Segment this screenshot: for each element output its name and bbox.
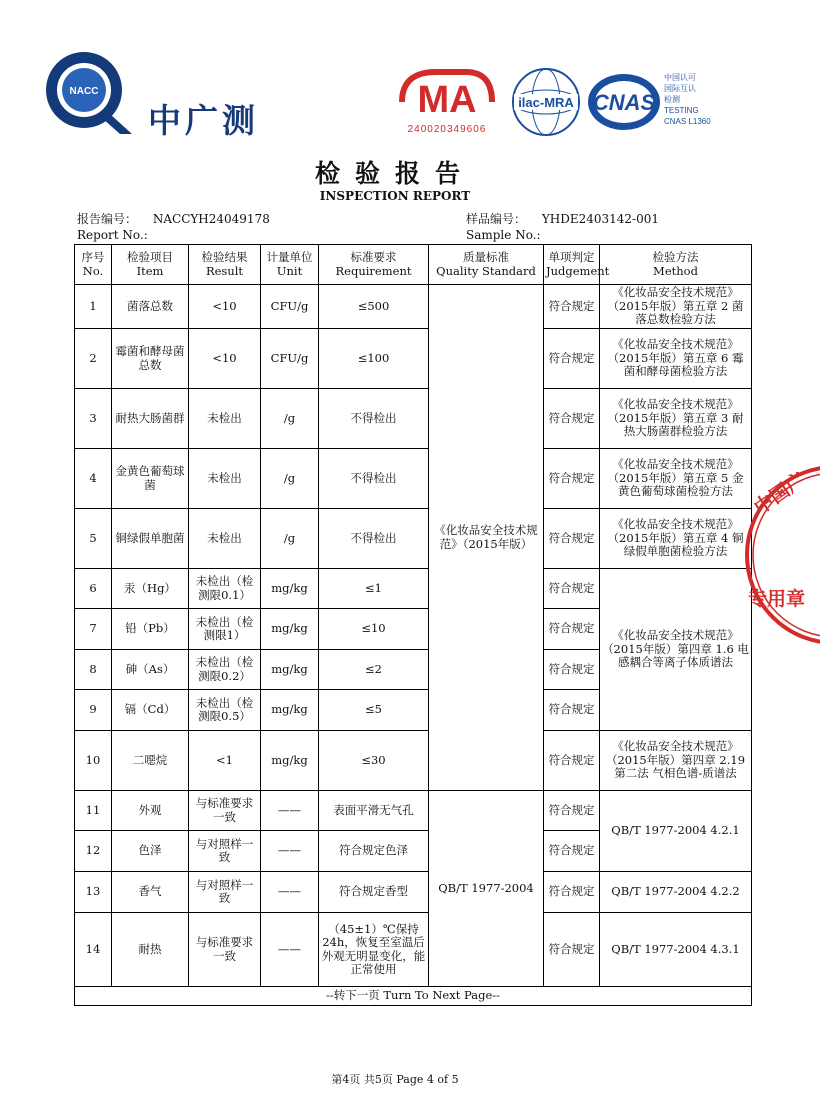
table-cell: 耐热 [112, 913, 189, 987]
quality-standard-cell: 《化妆品安全技术规范》（2015年版） [429, 285, 544, 791]
table-cell: 符合规定 [544, 285, 600, 329]
sample-no-label-cn: 样品编号： [466, 212, 527, 226]
table-cell: 外观 [112, 791, 189, 831]
table-cell: 《化妆品安全技术规范》（2015年版）第五章 4 铜绿假单胞菌检验方法 [600, 509, 752, 569]
table-cell: 符合规定香型 [319, 872, 429, 913]
table-cell: 汞（Hg） [112, 569, 189, 609]
report-no-label-en: Report No.: [77, 228, 148, 242]
quality-standard-qbt-cell: QB/T 1977-2004 [429, 791, 544, 987]
header-unit: 计量单位 Unit [261, 245, 319, 285]
table-cell: 符合规定 [544, 650, 600, 690]
table-cell: 符合规定 [544, 831, 600, 872]
table-cell: 不得检出 [319, 389, 429, 449]
table-cell: mg/kg [261, 569, 319, 609]
table-row [75, 329, 752, 389]
header-item: 检验项目 Item [112, 245, 189, 285]
table-cell: mg/kg [261, 731, 319, 791]
inspection-table [74, 244, 752, 1006]
header-quality-standard: 质量标准 Quality Standard [429, 245, 544, 285]
report-no-label-cn: 报告编号： [77, 212, 138, 226]
table-cell: 符合规定色泽 [319, 831, 429, 872]
table-cell: 符合规定 [544, 791, 600, 831]
table-cell: 二噁烷 [112, 731, 189, 791]
table-cell: 香气 [112, 872, 189, 913]
table-cell: 未检出 [189, 509, 261, 569]
table-cell: 13 [75, 872, 112, 913]
table-cell: CFU/g [261, 329, 319, 389]
table-cell: ≤500 [319, 285, 429, 329]
header-judgement: 单项判定 Judgement [544, 245, 600, 285]
table-row [75, 569, 752, 609]
svg-text:检测: 检测 [664, 95, 680, 104]
method-icp-ms-cell: 《化妆品安全技术规范》（2015年版）第四章 1.6 电感耦合等离子体质谱法 [600, 569, 752, 731]
table-cell: 金黄色葡萄球菌 [112, 449, 189, 509]
table-cell: 符合规定 [544, 872, 600, 913]
table-cell: 与对照样一致 [189, 872, 261, 913]
table-cell: 铅（Pb） [112, 609, 189, 650]
method-qbt-421-cell: QB/T 1977-2004 4.2.1 [600, 791, 752, 872]
table-row [75, 509, 752, 569]
cma-logo [402, 72, 492, 135]
table-cell: /g [261, 449, 319, 509]
table-row [75, 285, 752, 329]
report-title-en: INSPECTION REPORT [319, 189, 471, 203]
ilac-text: ilac-MRA [518, 95, 574, 110]
sample-no-value: YHDE2403142-001 [541, 212, 660, 226]
page-number: 第4页 共5页 Page 4 of 5 [331, 1073, 459, 1086]
table-row [75, 449, 752, 509]
table-row [75, 389, 752, 449]
table-header-row [75, 245, 752, 285]
table-cell: 14 [75, 913, 112, 987]
table-cell: 镉（Cd） [112, 690, 189, 731]
table-cell: 4 [75, 449, 112, 509]
table-cell: 12 [75, 831, 112, 872]
table-cell: 《化妆品安全技术规范》（2015年版）第四章 2.19 第二法 气相色谱-质谱法 [600, 731, 752, 791]
header-method: 检验方法 Method [600, 245, 752, 285]
table-cell: 与标准要求一致 [189, 913, 261, 987]
sample-no-label-en: Sample No.: [466, 228, 541, 242]
official-stamp [740, 455, 820, 655]
table-cell: /g [261, 389, 319, 449]
table-cell: 1 [75, 285, 112, 329]
table-footer-row [75, 987, 752, 1006]
table-cell: mg/kg [261, 690, 319, 731]
table-cell: 9 [75, 690, 112, 731]
table-cell: 霉菌和酵母菌总数 [112, 329, 189, 389]
table-cell: 6 [75, 569, 112, 609]
table-cell: 表面平滑无气孔 [319, 791, 429, 831]
table-cell: mg/kg [261, 609, 319, 650]
report-no [77, 210, 270, 227]
table-cell: 符合规定 [544, 449, 600, 509]
table-cell: —— [261, 872, 319, 913]
header-result: 检验结果 Result [189, 245, 261, 285]
table-cell: 未检出 [189, 389, 261, 449]
nacc-logo [40, 48, 272, 140]
table-cell: 符合规定 [544, 609, 600, 650]
table-cell: 色泽 [112, 831, 189, 872]
turn-to-next-page: --转下一页 Turn To Next Page-- [75, 987, 752, 1006]
table-cell: 符合规定 [544, 509, 600, 569]
certification-logos [396, 66, 726, 142]
cnas-text: CNAS [592, 90, 656, 115]
table-cell: 未检出（检测限1） [189, 609, 261, 650]
table-cell: /g [261, 509, 319, 569]
table-cell: <1 [189, 731, 261, 791]
table-cell: 11 [75, 791, 112, 831]
header-requirement: 标准要求 Requirement [319, 245, 429, 285]
table-row [75, 872, 752, 913]
svg-text:专用章: 专用章 [748, 588, 806, 610]
table-cell: —— [261, 913, 319, 987]
table-cell: 符合规定 [544, 569, 600, 609]
table-cell: ≤1 [319, 569, 429, 609]
table-cell: 5 [75, 509, 112, 569]
table-cell: mg/kg [261, 650, 319, 690]
table-cell: CFU/g [261, 285, 319, 329]
table-cell: 铜绿假单胞菌 [112, 509, 189, 569]
table-cell: 8 [75, 650, 112, 690]
table-cell: 符合规定 [544, 913, 600, 987]
table-cell: 7 [75, 609, 112, 650]
table-cell: 符合规定 [544, 731, 600, 791]
table-cell: 与对照样一致 [189, 831, 261, 872]
table-cell: 与标准要求一致 [189, 791, 261, 831]
table-cell: 符合规定 [544, 690, 600, 731]
ma-number: 240020349606 [407, 124, 487, 135]
table-cell: 菌落总数 [112, 285, 189, 329]
table-row [75, 791, 752, 831]
brand-name: 中广测 [148, 101, 259, 140]
table-cell: <10 [189, 329, 261, 389]
table-cell: 砷（As） [112, 650, 189, 690]
svg-text:国际互认: 国际互认 [664, 84, 696, 93]
svg-text:中国认可: 中国认可 [664, 73, 696, 82]
report-no-value: NACCYH24049178 [152, 212, 270, 226]
table-cell: 《化妆品安全技术规范》（2015年版）第五章 6 霉菌和酵母菌检验方法 [600, 329, 752, 389]
table-cell: 《化妆品安全技术规范》（2015年版）第五章 5 金黄色葡萄球菌检验方法 [600, 449, 752, 509]
sample-no [466, 210, 659, 227]
table-cell: <10 [189, 285, 261, 329]
table-cell: 未检出 [189, 449, 261, 509]
table-cell: （45±1）℃保持24h，恢复至室温后外观无明显变化，能正常使用 [319, 913, 429, 987]
nacc-text: NACC [69, 86, 99, 97]
table-cell: 符合规定 [544, 329, 600, 389]
table-cell: 耐热大肠菌群 [112, 389, 189, 449]
table-cell: —— [261, 831, 319, 872]
table-cell: 《化妆品安全技术规范》（2015年版）第五章 2 菌落总数检验方法 [600, 285, 752, 329]
svg-text:中国广: 中国广 [750, 468, 810, 520]
table-cell: 符合规定 [544, 389, 600, 449]
table-cell: 3 [75, 389, 112, 449]
table-cell: 未检出（检测限0.1） [189, 569, 261, 609]
table-cell: 不得检出 [319, 509, 429, 569]
ilac-mra-logo [513, 69, 579, 135]
table-cell: ≤5 [319, 690, 429, 731]
cnas-logo [588, 72, 711, 130]
header-no: 序号 No. [75, 245, 112, 285]
table-cell: QB/T 1977-2004 4.2.2 [600, 872, 752, 913]
report-title-cn: 检验报告 [314, 159, 475, 188]
table-cell: 《化妆品安全技术规范》（2015年版）第五章 3 耐热大肠菌群检验方法 [600, 389, 752, 449]
table-cell: ≤30 [319, 731, 429, 791]
svg-text:MA: MA [417, 79, 477, 121]
table-cell: 10 [75, 731, 112, 791]
table-cell: 未检出（检测限0.2） [189, 650, 261, 690]
table-cell: ≤10 [319, 609, 429, 650]
table-cell: 2 [75, 329, 112, 389]
table-cell: —— [261, 791, 319, 831]
table-cell: 不得检出 [319, 449, 429, 509]
table-row [75, 731, 752, 791]
table-cell: 未检出（检测限0.5） [189, 690, 261, 731]
table-cell: QB/T 1977-2004 4.3.1 [600, 913, 752, 987]
table-cell: ≤2 [319, 650, 429, 690]
table-cell: ≤100 [319, 329, 429, 389]
table-row [75, 913, 752, 987]
svg-text:TESTING: TESTING [664, 106, 699, 115]
svg-text:CNAS L1360: CNAS L1360 [664, 117, 711, 126]
